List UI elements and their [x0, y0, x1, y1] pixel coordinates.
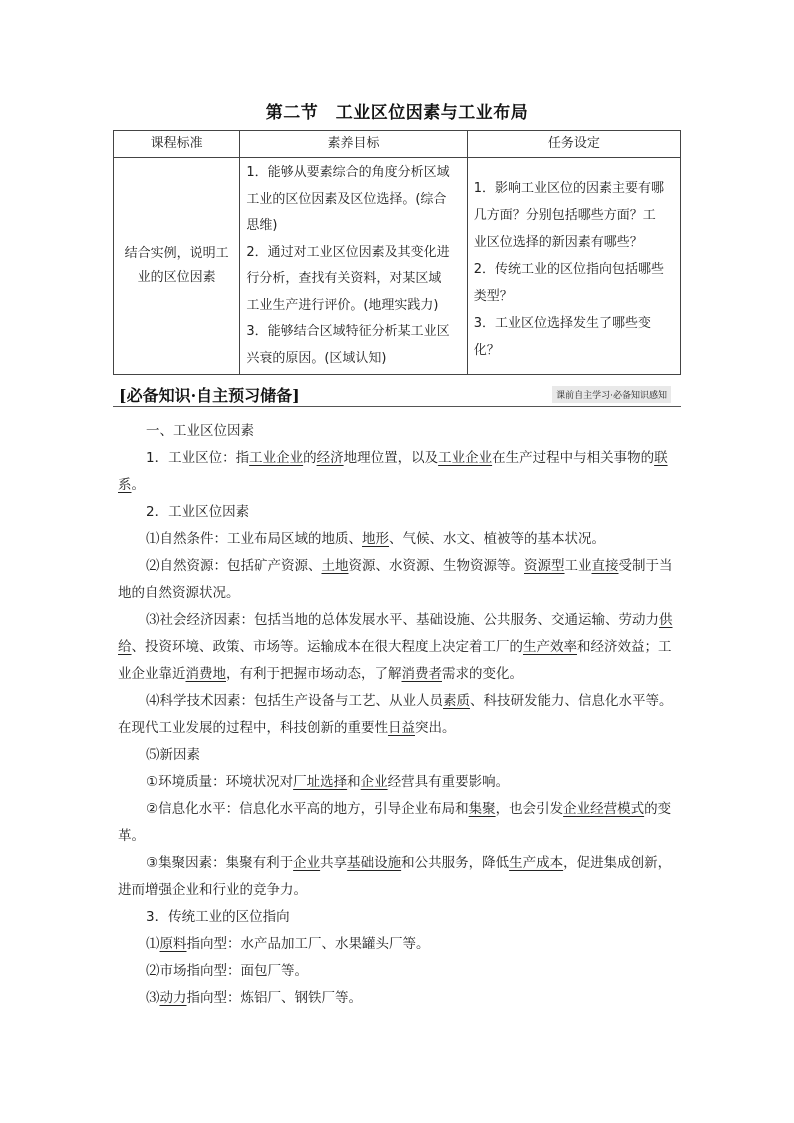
underlined-term: 经济 [316, 450, 344, 466]
goal-line: 兴衰的原因。(区域认知) [246, 350, 387, 366]
text-run: 、科技研发能力、信息化水平等。在现代工业发展的过程中，科技创新的重要性 [118, 693, 673, 736]
underlined-term: 供给 [118, 612, 673, 655]
underlined-term: 生产成本 [509, 855, 564, 871]
text-run: 的变革。 [118, 801, 672, 844]
text-run: 和公共服务，降低 [401, 855, 510, 871]
paragraph [118, 958, 678, 985]
goal-line: 1．能够从要素综合的角度分析区域 [246, 165, 450, 180]
task-line: 业区位选择的新因素有哪些？ [473, 234, 643, 250]
text-run: ⑵自然资源：包括矿产资源、 [146, 558, 322, 574]
text-run: 、气候、水文、植被等的基本状况。 [389, 531, 605, 547]
text-run: ⑴ [146, 936, 160, 952]
task-line: 1．影响工业区位的因素主要有哪 [473, 180, 665, 196]
task-line: 2．传统工业的区位指向包括哪些 [473, 261, 665, 277]
underlined-term: 集聚 [468, 801, 496, 817]
task-line: 化？ [473, 342, 500, 358]
goal-line: 行分析，查找有关资料，对某区域 [246, 271, 442, 286]
underlined-term: 动力 [159, 990, 187, 1006]
text-run: 共享 [320, 855, 348, 871]
text-run: 需求的变化。 [442, 666, 523, 682]
standard-cell [114, 158, 240, 375]
text-run: 工业 [564, 558, 592, 574]
underlined-term: 工业企业 [438, 450, 493, 466]
text-run: ⑶社会经济因素：包括当地的总体发展水平、基础设施、公共服务、交通运输、劳动力 [146, 612, 659, 628]
underlined-term: 联系 [118, 450, 668, 493]
text-run: 、投资环境、政策、市场等。运输成本在很大程度上决定着工厂的 [131, 639, 523, 655]
paragraph [118, 985, 678, 1012]
text-run: ⑴自然条件：工业布局区域的地质、 [146, 531, 362, 547]
curriculum-table [113, 130, 681, 375]
task-line: 类型？ [473, 288, 513, 304]
text-run: ⑶ [146, 990, 160, 1006]
text-run: ⑵市场指向型：面包厂等。 [146, 963, 308, 979]
underlined-term: 工业企业 [249, 450, 304, 466]
tasks-cell [467, 158, 680, 375]
text-run: 经营具有重要影响。 [387, 774, 510, 790]
text-run: 和经济效益；工业企业靠近 [118, 639, 672, 682]
standard-line: 结合实例，说明工 [124, 246, 229, 261]
standard-line: 业的区位因素 [137, 270, 216, 285]
paragraph [118, 769, 678, 796]
task-line: 几方面？分别包括哪些方面？工 [473, 207, 656, 223]
text-run: 和 [347, 774, 361, 790]
goal-line: 2．通过对工业区位因素及其变化进 [246, 244, 450, 260]
text-run: ，促进集成创新，进而增强企业和行业的竞争力。 [118, 855, 672, 898]
subheading: ⑸新因素 [146, 747, 200, 763]
text-run: 受制于当地的自然资源状况。 [118, 558, 673, 601]
underlined-term: 资源型 [524, 558, 565, 574]
table-header-row [114, 131, 681, 158]
text-run: 的 [303, 450, 317, 466]
paragraph [118, 688, 678, 742]
paragraph [118, 850, 678, 904]
underlined-term: 厂址选择 [293, 774, 348, 790]
underlined-term: 基础设施 [347, 855, 402, 871]
underlined-term: 直接 [591, 558, 619, 574]
page-title: 第二节 工业区位因素与工业布局 [265, 103, 529, 123]
underlined-term: 素质 [443, 693, 470, 709]
text-run: 。 [131, 477, 145, 493]
goal-line: 工业生产进行评价。(地理实践力) [246, 297, 439, 313]
paragraph [118, 796, 678, 850]
underlined-term: 企业 [293, 855, 321, 871]
section-header [113, 383, 681, 405]
text-run: 指向型：水产品加工厂、水果罐头厂等。 [186, 936, 430, 952]
text-run: ⑷科学技术因素：包括生产设备与工艺、从业人员 [146, 693, 443, 709]
text-run: ①环境质量：环境状况对 [146, 774, 294, 790]
goal-line: 工业的区位因素及区位选择。(综合 [246, 191, 447, 207]
text-run: 突出。 [415, 720, 456, 736]
heading-1: 一、工业区位因素 [146, 423, 254, 439]
task-line: 3．工业区位选择发生了哪些变 [473, 315, 652, 331]
text-run: 1．工业区位：指 [146, 450, 250, 466]
underlined-term: 消费者 [401, 666, 442, 682]
goal-line: 3．能够结合区域特征分析某工业区 [246, 324, 450, 339]
knowledge-body [118, 418, 678, 1012]
text-run: ，有利于把握市场动态，了解 [226, 666, 402, 682]
text-run: 在生产过程中与相关事物的 [492, 450, 655, 466]
goals-cell [240, 158, 467, 375]
table-row [114, 158, 681, 375]
underlined-term: 生产效率 [523, 639, 577, 655]
table-header-cell: 课程标准 [114, 131, 240, 158]
paragraph [118, 931, 678, 958]
heading-3: 3．传统工业的区位指向 [146, 909, 290, 925]
text-run: ，也会引发 [495, 801, 564, 817]
paragraph [118, 553, 678, 607]
section-heading: [必备知识·自主预习储备] [119, 386, 300, 405]
text-run: ②信息化水平：信息化水平高的地方，引导企业布局和 [146, 801, 469, 817]
table-header-cell: 任务设定 [467, 131, 680, 158]
heading-2: 2．工业区位因素 [146, 504, 250, 520]
text-run: 地理位置，以及 [343, 450, 439, 466]
underlined-term: 地形 [362, 531, 389, 547]
underlined-term: 企业经营模式 [563, 801, 645, 817]
underlined-term: 消费地 [185, 666, 226, 682]
paragraph [118, 526, 678, 553]
section-divider [113, 406, 681, 407]
table-header-cell: 素养目标 [240, 131, 467, 158]
paragraph [118, 607, 678, 688]
text-run: 指向型：炼铝厂、钢铁厂等。 [186, 990, 362, 1006]
section-tag: 课前自主学习·必备知识感知 [552, 386, 671, 403]
paragraph [118, 445, 678, 499]
underlined-term: 土地 [321, 558, 349, 574]
goal-line: 思维) [246, 218, 278, 233]
text-run: ③集聚因素：集聚有利于 [146, 855, 294, 871]
underlined-term: 日益 [388, 720, 415, 736]
text-run: 资源、水资源、生物资源等。 [348, 558, 524, 574]
underlined-term: 企业 [360, 774, 388, 790]
underlined-term: 原料 [159, 936, 187, 952]
